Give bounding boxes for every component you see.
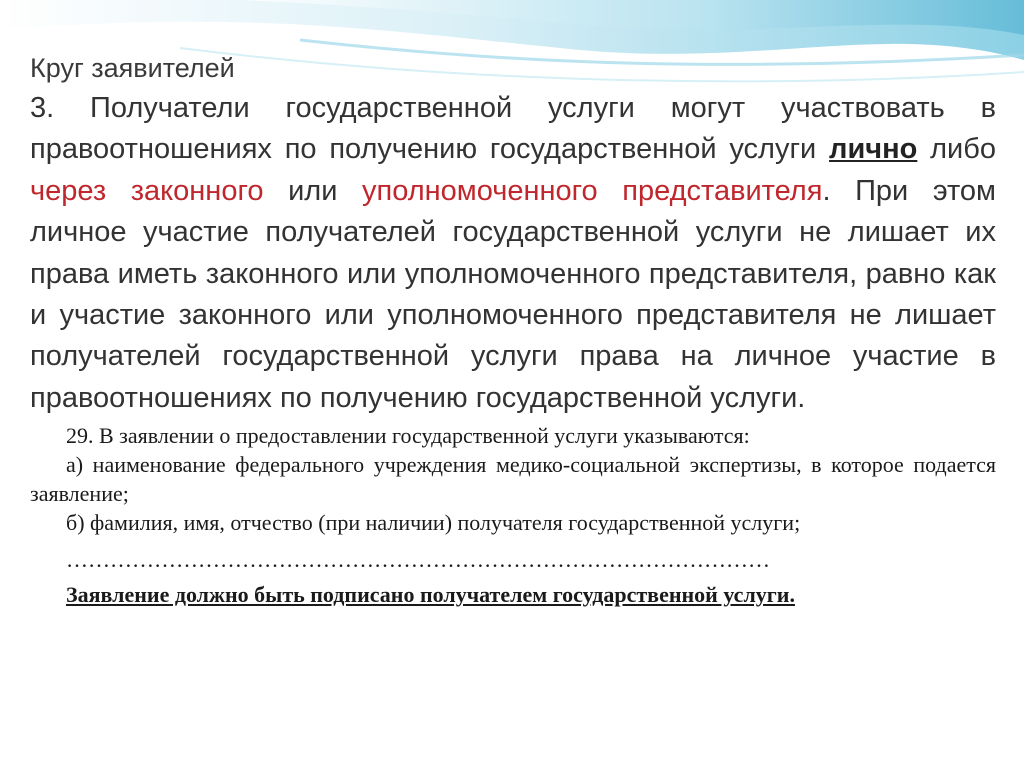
para-rest: . При этом личное участие получателей государственной услуги не лишает их права иметь законного или уполномоченного представителя, равно как и участие законного или уполномоченного представителя не лишает получателей государственной услуги права на личное участие в правоотношениях по получению государственной услуги. xyxy=(30,174,996,414)
slide-title: Круг заявителей xyxy=(30,53,235,83)
slide-content xyxy=(30,48,996,609)
highlight-authorized-rep: уполномоченного представителя xyxy=(362,174,823,207)
regulation-excerpt xyxy=(30,421,996,609)
ellipsis-separator: …………………………………………………………………………………… xyxy=(66,547,770,573)
item-a: а) наименование федерального учреждения медико-социальной экспертизы, в которое подается заявление; xyxy=(30,452,996,507)
para-or: или xyxy=(263,174,363,207)
highlight-through-legal: через законного xyxy=(30,174,264,207)
main-paragraph xyxy=(30,88,996,419)
item-b: б) фамилия, имя, отчество (при наличии) получателя государственной услуги; xyxy=(66,510,801,536)
emphasis-personally: лично xyxy=(829,133,918,166)
item-29: 29. В заявлении о предоставлении государственной услуги указываются: xyxy=(66,423,750,449)
para-intro: 3. Получатели государственной услуги могут участвовать в правоотношениях по получению государственной услуги xyxy=(30,92,996,166)
para-either: либо xyxy=(917,133,996,166)
signature-requirement: Заявление должно быть подписано получателем государственной услуги. xyxy=(66,582,795,608)
